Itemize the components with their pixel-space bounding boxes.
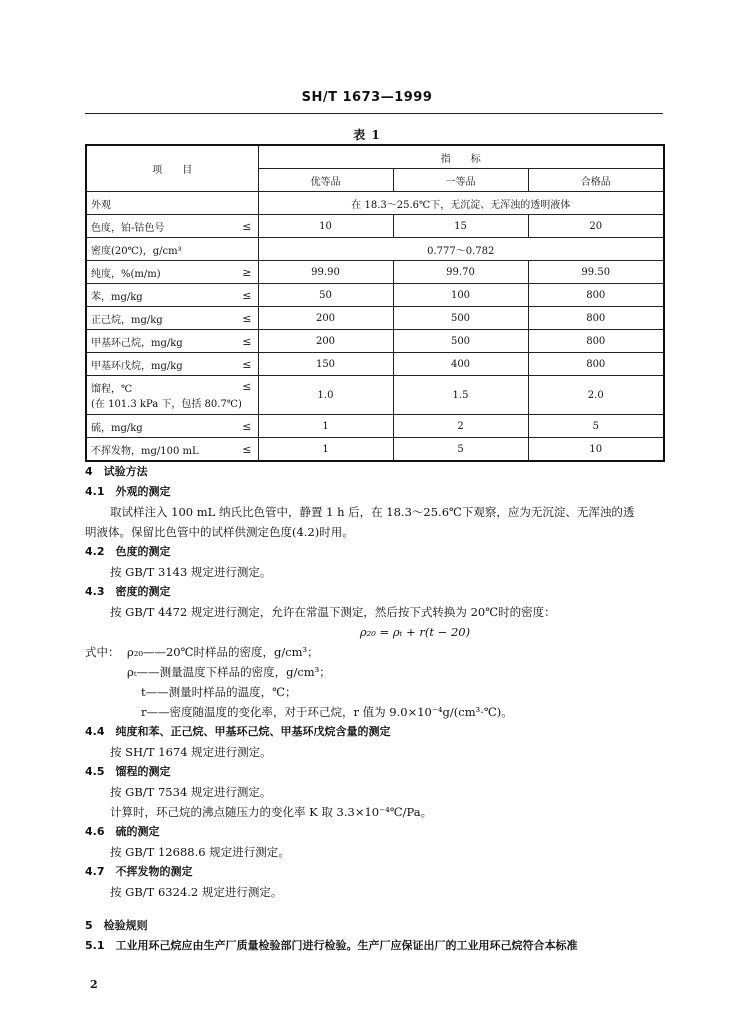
row-value: 1 (258, 415, 393, 438)
section-5-heading: 5 检验规则 (85, 919, 148, 932)
row-symbol: ≤ (242, 288, 252, 302)
where-row (85, 682, 665, 702)
row-value: 500 (393, 307, 528, 330)
header-rule (85, 113, 663, 114)
header-item: 项 目 (86, 145, 258, 192)
row-item: 不挥发物，mg/100 mL (91, 445, 199, 457)
row-value: 400 (393, 353, 528, 376)
grade-superior: 优等品 (258, 169, 393, 192)
section-4-1-text: 取试样注入 100 mL 纳氏比色管中，静置 1 h 后，在 18.3～25.6℃下观察，应为无沉淀、无浑浊的透 (110, 505, 635, 519)
row-value: 15 (393, 215, 528, 238)
table-row (86, 376, 664, 415)
table-row (86, 284, 664, 307)
section-4-3-heading: 4.3 密度的测定 (85, 585, 171, 598)
row-value: 100 (393, 284, 528, 307)
table-row (86, 192, 664, 215)
row-value: 1.5 (393, 376, 528, 415)
row-value: 5 (393, 438, 528, 462)
row-item: 甲基环戊烷，mg/kg (91, 360, 183, 372)
section-4-2-heading: 4.2 色度的测定 (85, 545, 171, 558)
row-symbol: ≥ (242, 265, 252, 279)
row-symbol: ≤ (242, 419, 252, 433)
section-4-2-text: 按 GB/T 3143 规定进行测定。 (110, 565, 272, 579)
row-item: 硫，mg/kg (91, 422, 143, 434)
row-symbol: ≤ (242, 380, 252, 393)
section-4-1-heading: 4.1 外观的测定 (85, 485, 171, 498)
where-lead: 式中： (85, 645, 120, 659)
row-item: 甲基环己烷，mg/kg (91, 337, 183, 349)
body-content (85, 462, 665, 956)
row-merged-value: 0.777～0.782 (258, 238, 664, 261)
where-row (85, 702, 665, 722)
standard-code-header: SH/T 1673—1999 (301, 90, 433, 105)
row-value: 1.0 (258, 376, 393, 415)
row-value: 2 (393, 415, 528, 438)
row-item: 馏程，℃ (91, 384, 133, 395)
section-5-1-text: 5.1 工业用环己烷应由生产厂质量检验部门进行检验。生产厂应保证出厂的工业用环己烷符合本标准 (85, 939, 578, 952)
row-symbol: ≤ (242, 219, 252, 233)
table-row (86, 415, 664, 438)
row-value: 10 (258, 215, 393, 238)
row-value: 99.90 (258, 261, 393, 284)
grade-qualified: 合格品 (528, 169, 664, 192)
table-row (86, 238, 664, 261)
table-row (86, 307, 664, 330)
row-merged-value: 在 18.3～25.6℃下，无沉淀、无浑浊的透明液体 (258, 192, 664, 215)
section-4-5-heading: 4.5 馏程的测定 (85, 765, 171, 778)
table-row (86, 438, 664, 462)
section-4-4-text: 按 SH/T 1674 规定进行测定。 (110, 745, 272, 759)
row-value: 800 (528, 330, 664, 353)
table-row (86, 353, 664, 376)
table-row (86, 215, 664, 238)
row-value: 800 (528, 353, 664, 376)
table-title: 表 1 (353, 128, 381, 142)
where-row (85, 642, 665, 662)
row-symbol: ≤ (242, 334, 252, 348)
section-4-1-text-cont: 明液体。保留比色管中的试样供测定色度(4.2)时用。 (85, 525, 354, 539)
row-value: 99.50 (528, 261, 664, 284)
density-formula: ρ₂₀ = ρₜ + r(t − 20) (359, 625, 471, 639)
section-4-5-text: 按 GB/T 7534 规定进行测定。 (110, 785, 272, 799)
header-index: 指 标 (258, 145, 664, 169)
section-4-6-text: 按 GB/T 12688.6 规定进行测定。 (110, 845, 290, 859)
row-value: 2.0 (528, 376, 664, 415)
where-item: r——密度随温度的变化率，对于环己烷，r 值为 9.0×10⁻⁴g/(cm³·℃)。 (141, 705, 513, 719)
row-value: 800 (528, 284, 664, 307)
table-row (86, 330, 664, 353)
where-item: ρₜ——测量温度下样品的密度，g/cm³； (127, 665, 331, 679)
section-4-7-text: 按 GB/T 6324.2 规定进行测定。 (110, 885, 283, 899)
section-4-6-heading: 4.6 硫的测定 (85, 825, 160, 838)
row-item: 纯度，%(m/m) (91, 268, 161, 280)
row-value: 5 (528, 415, 664, 438)
row-value: 200 (258, 330, 393, 353)
row-value: 99.70 (393, 261, 528, 284)
section-4-heading: 4 试验方法 (85, 465, 148, 478)
row-symbol: ≤ (242, 311, 252, 325)
row-item: 密度(20℃)，g/cm³ (86, 238, 258, 261)
row-value: 200 (258, 307, 393, 330)
row-value: 20 (528, 215, 664, 238)
row-item: 外观 (86, 192, 258, 215)
row-symbol: ≤ (242, 442, 252, 456)
row-item-note: (在 101.3 kPa 下，包括 80.7℃) (91, 399, 242, 410)
page-number: 2 (90, 978, 98, 991)
row-value: 500 (393, 330, 528, 353)
table-row (86, 261, 664, 284)
where-item: ρ₂₀——20℃时样品的密度，g/cm³； (127, 645, 319, 659)
row-item: 色度，铂-钴色号 (91, 222, 165, 234)
table-header-row (86, 145, 664, 169)
section-4-7-heading: 4.7 不挥发物的测定 (85, 865, 193, 878)
section-4-3-text: 按 GB/T 4472 规定进行测定，允许在常温下测定，然后按下式转换为 20℃时的密度： (110, 605, 556, 619)
grade-first: 一等品 (393, 169, 528, 192)
row-value: 1 (258, 438, 393, 462)
row-value: 800 (528, 307, 664, 330)
row-symbol: ≤ (242, 357, 252, 371)
where-item: t——测量时样品的温度，℃； (141, 685, 297, 699)
spec-table (85, 144, 665, 462)
row-value: 50 (258, 284, 393, 307)
row-value: 10 (528, 438, 664, 462)
row-item: 苯，mg/kg (91, 291, 143, 303)
where-row (85, 662, 665, 682)
row-item: 正己烷，mg/kg (91, 314, 163, 326)
section-4-4-heading: 4.4 纯度和苯、正己烷、甲基环己烷、甲基环戊烷含量的测定 (85, 725, 391, 738)
section-4-5-text-2: 计算时，环己烷的沸点随压力的变化率 K 取 3.3×10⁻⁴℃/Pa。 (110, 805, 433, 819)
row-value: 150 (258, 353, 393, 376)
